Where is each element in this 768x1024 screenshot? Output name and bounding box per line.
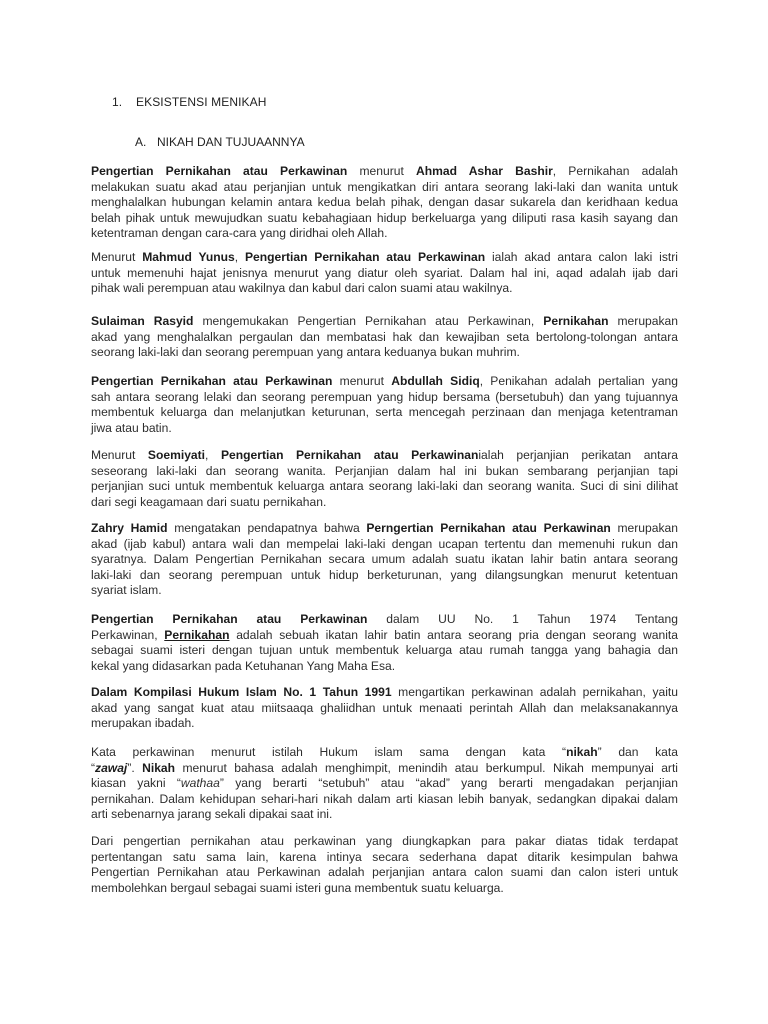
text-run: dalam UU No. 1 Tahun 1974 Tentang [367,612,678,626]
text-run: akad yang sangat kuat atau miitsaaqa ghaliidhan untuk menaati perintah Allah dan melaksanakannya [91,700,678,715]
paragraph [91,521,678,599]
emphasis-run: nikah [566,745,598,759]
text-line [91,374,678,390]
text-run: kiasan yakni “ [91,776,181,791]
emphasis-run: Zahry Hamid [91,521,168,535]
text-run: mengatakan pendapatnya bahwa [167,521,367,535]
text-line [91,330,678,346]
text-run: menurut [347,164,416,178]
paragraph [91,448,678,510]
text-line [91,716,678,732]
text-run: menurut bahasa adalah menghimpit, menindih atau berkumpul. Nikah mempunyai arti [175,760,678,775]
text-run: pertentangan satu sama lain, karena intinya secara sederhana dapat ditarik kesimpulan bahwa [91,849,678,864]
text-run: adalah sebuah ikatan lahir batin antara seorang pria dengan seorang wanita [229,627,678,642]
text-line [91,850,678,866]
text-run: ketentraman dengan cara-cara yang diridhai oleh Allah. [91,226,388,241]
text-run: Pengertian Pernikahan atau Perkawinan adalah perjanjian antara calon suami dan calon isteri untuk [91,865,678,880]
emphasis-run: Abdullah Sidiq [391,374,480,388]
text-run: ” dan kata [597,745,678,759]
text-run: kekal yang didasarkan pada Ketuhanan Yang Maha Esa. [91,658,396,673]
text-line [91,266,678,282]
emphasis-run: Nikah [142,760,176,775]
subsection-number: A. [135,135,147,149]
text-run: melakukan suatu akad atau perjanjian untuk mengikatkan diri antara seorang laki-laki dan wanita untuk [91,179,678,194]
text-line [91,464,678,480]
paragraph [91,685,678,732]
text-line [91,834,678,850]
paragraph [91,374,678,436]
emphasis-run: Pengertian Pernikahan atau Perkawinan [244,250,486,264]
text-line [91,659,678,675]
section-title: EKSISTENSI MENIKAH [136,95,267,109]
emphasis-run: Ahmad Ashar Bashir [415,164,553,178]
text-run: membolehkan bergaul sebagai suami isteri guna membentuk suatu keluarga. [91,880,504,895]
text-run: Dari pengertian pernikahan atau perkawinan yang diungkapkan para pakar diatas tidak terdapat [91,834,678,848]
text-line [91,405,678,421]
text-line [91,552,678,568]
text-line [91,568,678,584]
text-run: Perkawinan, [91,627,165,642]
emphasis-run: Pernikahan [164,627,230,642]
text-run: menurut [332,374,392,388]
subsection-heading [135,135,305,149]
emphasis-run: Pengertian Pernikahan atau Perkawinan [91,164,348,178]
text-run: , Pernikahan adalah [552,164,678,178]
text-run: mengemukakan Pengertian Pernikahan atau Perkawinan, [193,314,544,328]
text-run: , [205,448,221,462]
text-line [91,807,678,823]
emphasis-run: zawaj [95,760,128,775]
text-run: ”. [127,760,143,775]
text-line [91,281,678,297]
emphasis-run: Mahmud Yunus [142,250,235,264]
text-run: syaratnya. Dalam Pengertian Pernikahan secara umum adalah suatu ikatan lahir batin antara seorang [91,552,678,567]
text-line [91,521,678,537]
text-line [91,495,678,511]
text-line [91,612,678,628]
text-run: seorang laki-laki dan seorang perempuan yang antara keduanya bukan muhrim. [91,345,520,360]
text-run: menghalalkan hubungan kelamin antara kedua belah pihak, dengan dasar sukarela dan keridhaan kedua [91,195,678,210]
text-run: Kata perkawinan menurut istilah Hukum islam sama dengan kata “ [91,745,567,759]
text-run: seseorang laki-laki dan seorang wanita. Perjanjian dalam hal ini bukan sembarang perjanjian tapi [91,463,678,478]
text-run: laki-laki dan seorang perempuan untuk hidup berketurunan, yang dilangsungkan menurut ketentuan [91,567,678,582]
text-line [91,628,678,644]
emphasis-run: Pengertian Pernikahan atau Perkawinan [91,612,368,626]
text-run: sah antara seorang lelaki dan seorang perempuan yang hidup bersama (bersetubuh) dan yang tujuannya [91,389,678,404]
paragraph [91,745,678,823]
paragraph [91,164,678,242]
text-run: belah pihak untuk mewujudkan suatu kebahagiaan hidup berkeluarga yang diliputi rasa kasih sayang dan [91,210,678,225]
text-line [91,643,678,659]
paragraph [91,612,678,674]
text-run: syariat islam. [91,583,162,598]
text-run: , Penikahan adalah pertalian yang [479,374,679,388]
paragraph [91,314,678,361]
subsection-title: NIKAH DAN TUJUAANNYA [157,135,305,149]
text-run: dari segi keagamaan dari suatu pernikahan. [91,494,327,509]
paragraph [91,250,678,297]
text-line [91,195,678,211]
text-line [91,421,678,437]
text-run: Menurut [91,448,148,462]
text-line [91,776,678,792]
text-line [91,479,678,495]
text-line [91,792,678,808]
section-number: 1. [112,95,123,109]
text-run: merupakan ibadah. [91,716,195,731]
text-line [91,390,678,406]
emphasis-run: Perngertian Pernikahan atau Perkawinan [366,521,611,535]
text-line [91,250,678,266]
text-run: sebagai suami isteri dengan tujuan untuk membentuk keluarga atau rumah tangga yang bahagia dan [91,643,678,658]
text-line [91,881,678,897]
text-run: untuk memenuhi hajat jenisnya menurut yang diatur oleh syariat. Dalam hal ini, aqad adalah ijab dari [91,265,678,280]
text-run: pernikahan. Dalam kehidupan sehari-hari nikah dalam arti kiasan lebih banyak, sedangkan dipakai dalam [91,791,678,806]
text-run: merupakan [610,521,678,535]
emphasis-run: Sulaiman Rasyid [91,314,194,328]
text-run: pihak wali perempuan atau wakilnya dan kabul dari calon suami atau wakilnya. [91,281,513,296]
text-line [91,537,678,553]
emphasis-run: wathaa [180,776,220,791]
text-line [91,226,678,242]
text-line [91,745,678,761]
emphasis-run: Pengertian Pernikahan atau Perkawinan [91,374,333,388]
text-run: , [234,250,245,264]
text-line [91,701,678,717]
text-run: perjanjian suci untuk membentuk keluarga antara seorang laki-laki dan seorang wanita. Suci di sini dilihat [91,479,678,494]
paragraph [91,834,678,896]
emphasis-run: Pengertian Pernikahan atau Perkawinan [220,448,479,462]
text-run: merupakan [608,314,678,328]
text-run: mengartikan perkawinan adalah pernikahan, yaitu [391,685,678,699]
text-run: ” yang berarti “setubuh” atau “akad” yang berarti mengadakan perjanjian [219,776,678,791]
text-line [91,211,678,227]
emphasis-run: Dalam Kompilasi Hukum Islam No. 1 Tahun 1991 [91,685,392,699]
text-run: arti sebenarnya jarang sekali dipakai saat ini. [91,807,333,822]
text-line [91,314,678,330]
section-heading [112,95,267,109]
text-line [91,448,678,464]
text-line [91,164,678,180]
emphasis-run: Soemiyati [147,448,206,462]
text-line [91,761,678,777]
emphasis-run: Pernikahan [543,314,609,328]
text-run: akad yang menghalalkan pergaulan dan membatasi hak dan kewajiban seta bertolong-tolongan antara [91,329,678,344]
text-line [91,345,678,361]
text-run: “ [91,760,96,775]
text-line [91,865,678,881]
text-run: ialah perjanjian perikatan antara [478,448,678,462]
text-run: ialah akad antara calon laki istri [485,250,678,264]
text-line [91,685,678,701]
text-run: akad (ijab kabul) antara wali dan mempelai laki-laki dengan ucapan tertentu dan memenuhi rukun dan [91,536,678,551]
text-line [91,583,678,599]
text-line [91,180,678,196]
text-run: Menurut [91,250,143,264]
text-run: membentuk keluarga dan melanjutkan keturunan, serta mencegah perzinaan dan menjaga ketentraman [91,405,678,420]
text-run: jiwa atau batin. [91,420,172,435]
